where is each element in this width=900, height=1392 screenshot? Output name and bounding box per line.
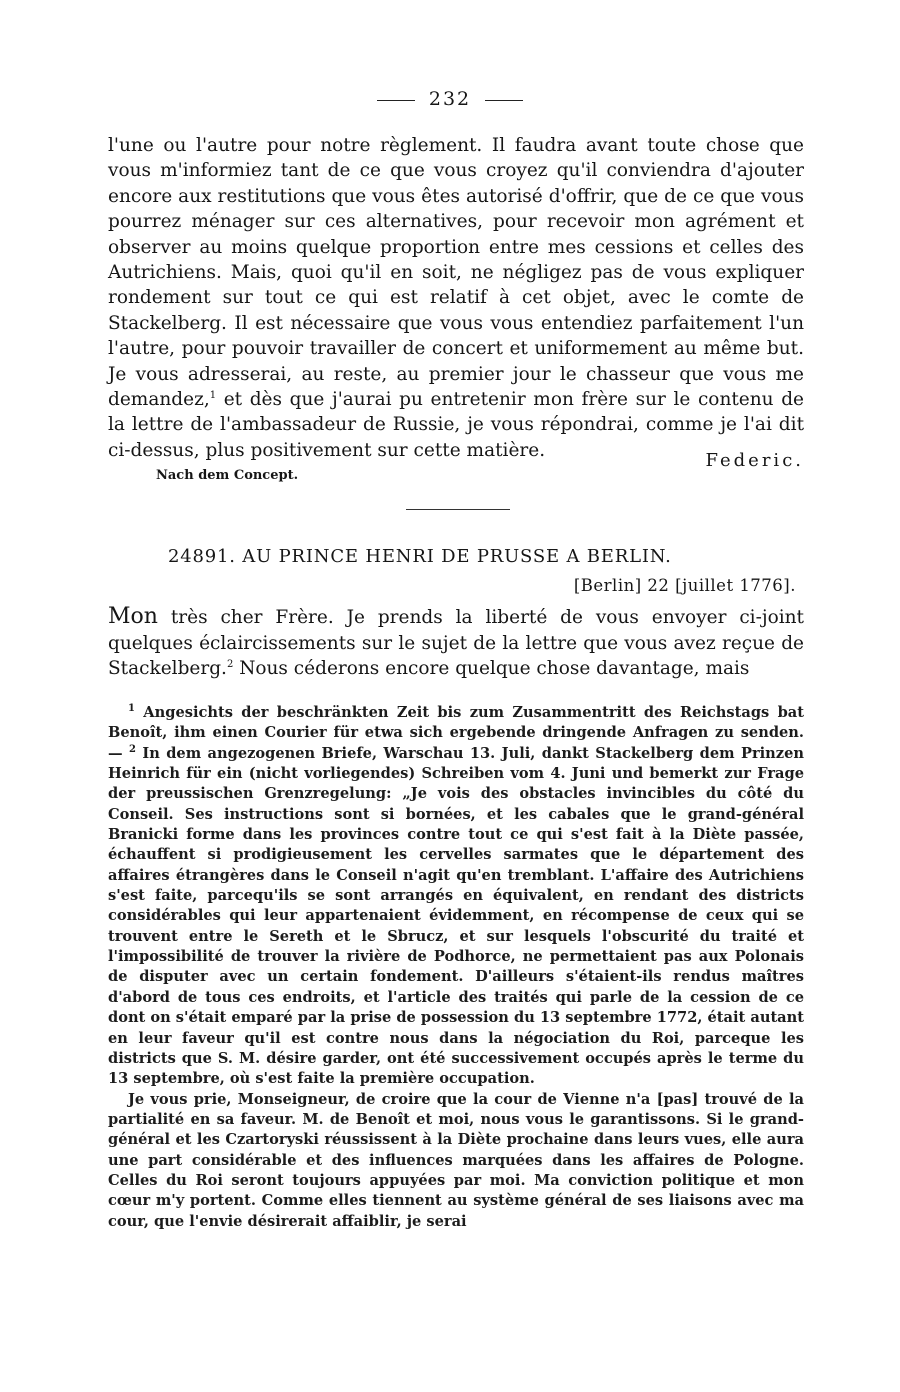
footnote-1-marker: 1 [128,703,135,715]
source-note: Nach dem Concept. [156,468,299,483]
letter-body-text: très cher Frère. Je prends la liberté de vous envoyer ci-joint quelques éclaircissements sur le sujet de la lettre que vous avez reçue de Stackelberg. [108,607,804,679]
footnote-2-continuation: Je vous prie, Monseigneur, de croire que la cour de Vienne n'a [pas] trouvé de la partialité en sa faveur. M. de Benoît et moi, nous vous le garantissons. Si le grand-général et les Czartoryski réussissent à la Diète prochaine dans leurs vues, elle aura une part considérable et des influences marquées dans les affaires de Pologne. Celles du Roi seront toujours appuyées par moi. Ma conviction politique et mon cœur m'y portent. Comme elles tiennent au système général de ses liaisons avec ma cour, que l'envie désirerait affaiblir, je serai [108,1090,804,1230]
header-rule-left [377,100,415,101]
footnote-2-marker: 2 [129,743,136,755]
signature: Federic. [705,450,804,471]
footnote-1-and-2 [108,703,804,1090]
main-paragraph-end: et dès que j'aurai pu entretenir mon frère sur le contenu de la lettre de l'ambassadeur de Russie, je vous répondrai, comme je l'ai dit ci-dessus, plus positivement sur cette matière. [108,389,804,461]
main-paragraph [108,133,804,463]
letter-date: [Berlin] 22 [juillet 1776]. [573,576,796,595]
footnote-2-text: In dem angezogenen Briefe, Warschau 13. Juli, dankt Stackelberg dem Prinzen Heinrich für ein (nicht vorliegendes) Schreiben vom 4. Juni und bemerkt zur Frage der preussischen Grenzregelung: „Je vois des obstacles invincibles du côté du Conseil. Ses instructions sont si bornées, et les cabales que le grand-général Branicki forme dans les provinces contre tout ce qui s'est fait à la Diète passée, échauffent si prodigieusement les cervelles sarmates que le département des affaires étrangères dans le Conseil n'agit qu'en tremblant. L'affaire des Autrichiens s'est faite, parcequ'ils se sont arrangés en équivalent, en rendant des districts considérables qui leur appartenaient évidemment, en récompense de ceux qui se trouvent entre le Sereth et le Sbrucz, et sur lesquels l'obscurité du traité et l'impossibilité de trouver la rivière de Podhorce, ne permettaient pas aux Polonais de disputer avec un certain fondement. D'ailleurs s'étaient-ils rendus maîtres d'abord de tous ces endroits, et l'article des traités qui parle de la cession de ce dont on s'était emparé par la prise de possession du 13 septembre 1772, était autant en leur faveur qu'il est contre nous dans la négociation du Roi, parceque les districts que S. M. désire garder, ont été successivement occupés après le terme du 13 septembre, où s'est faite la première occupation. [108,744,804,1088]
letter-body [108,604,804,682]
section-divider [406,509,510,510]
footnote-ref-2: 2 [226,658,234,670]
header-rule-right [485,100,523,101]
main-paragraph-text: l'une ou l'autre pour notre règlement. Il faudra avant toute chose que vous m'informiez tant de ce que vous croyez qu'il conviendra d'ajouter encore aux restitutions que vous êtes autorisé d'offrir, que de ce que vous pourrez ménager sur ces alternatives, pour recevoir mon agrément et observer au moins quelque proportion entre mes cessions et celles des Autrichiens. Mais, quoi qu'il en soit, ne négligez pas de vous expliquer rondement sur tout ce qui est relatif à cet objet, avec le comte de Stackelberg. Il est nécessaire que vous vous entendiez parfaitement l'un l'autre, pour pouvoir travailler de concert et uniformement au même but. Je vous adresserai, au reste, au premier jour le chasseur que vous me demandez, [108,135,804,411]
main-text [108,133,804,463]
letter-opening: Mon [108,604,158,629]
footnote-1-text: Angesichts der beschränkten Zeit bis zum Zusammentritt des Reichstags bat Benoît, ihm einen Courier für etwa sich ergebende dringende Anfragen zu senden. — [108,704,804,762]
page-number: 232 [428,88,472,110]
letter-body-end: Nous céderons encore quelque chose davantage, mais [233,658,750,679]
footnotes [108,703,804,1232]
footnote-ref-1: 1 [209,389,217,401]
letter-title: 24891. AU PRINCE HENRI DE PRUSSE A BERLIN. [168,546,672,567]
page-header [0,88,900,110]
